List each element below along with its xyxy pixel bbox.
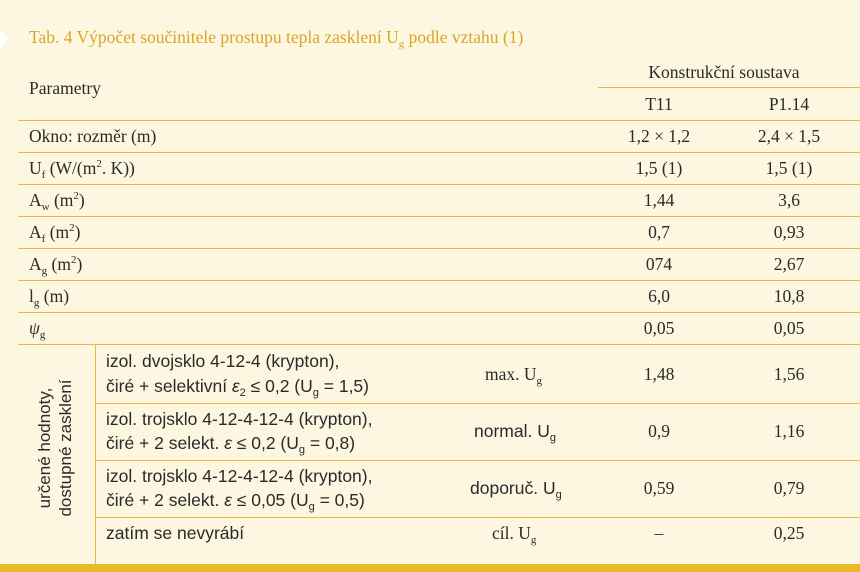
rule-row xyxy=(18,280,860,281)
header-col-t11: T11 xyxy=(645,94,673,114)
row-label-aw: $A_w$ $(m^2)$ xyxy=(29,190,85,213)
rule-row xyxy=(18,152,860,153)
cell-value: – xyxy=(654,523,664,543)
cell-value: 2,4 × 1,5 xyxy=(757,126,821,146)
rule-row xyxy=(18,216,860,217)
rule-row xyxy=(95,460,860,461)
cell-value: 6,0 xyxy=(648,286,670,306)
rule-row xyxy=(18,344,860,345)
cell-value: 10,8 xyxy=(773,286,805,306)
cell-value: 1,56 xyxy=(773,364,805,384)
rule-row xyxy=(95,403,860,404)
cell-value: 0,05 xyxy=(643,318,675,338)
row-label-af: $A_f$ $(m^2)$ xyxy=(29,222,81,245)
cell-value: 2,67 xyxy=(773,254,805,274)
glazing-kind: doporuč. $U_g$ xyxy=(470,478,562,501)
group-label-line1: určené hodnoty, xyxy=(35,387,54,509)
cell-value: 0,9 xyxy=(648,421,670,441)
row-label-uf: $U_f$ ($W/(m^2$. K)) xyxy=(29,158,135,181)
bottom-bar xyxy=(0,564,860,572)
cell-value: 1,5 (1) xyxy=(765,158,813,178)
glazing-kind: max. $U_g$ xyxy=(485,364,543,387)
glazing-kind: normal. $U_g$ xyxy=(474,421,556,444)
cell-value: 0,59 xyxy=(643,478,675,498)
row-label-psi: $\psi_g$ xyxy=(29,318,46,341)
cell-value: 0,05 xyxy=(773,318,805,338)
cell-value: 0,79 xyxy=(773,478,805,498)
header-konstrukcni-soustava: Konstrukční soustava xyxy=(648,62,800,82)
rule-header-sub xyxy=(598,87,860,88)
rule-row xyxy=(18,184,860,185)
cell-value: 0,7 xyxy=(648,222,670,242)
glazing-desc-line1: izol. trojsklo 4-12-4-12-4 (krypton), xyxy=(106,466,373,486)
caption-marker xyxy=(0,30,8,48)
rule-row xyxy=(95,517,860,518)
row-label-okno: Okno: rozměr (m) xyxy=(29,126,157,146)
header-parametry: Parametry xyxy=(29,78,101,98)
glazing-desc-line1: zatím se nevyrábí xyxy=(106,523,245,543)
table-caption: Tab. 4 Výpočet součinitele prostupu tepla zasklení $U_g$ podle vztahu (1) xyxy=(29,27,524,50)
glazing-desc-line2: čiré + 2 selekt. ε ≤ 0,2 $(U_g = 0,8)$ xyxy=(106,433,356,456)
row-label-ag: $A_g$ $(m^2)$ xyxy=(29,254,83,277)
cell-value: 0,93 xyxy=(773,222,805,242)
glazing-desc-line2: čiré + selektivní $\varepsilon_2 \le 0,2$ $(U_g = 1,5)$ xyxy=(106,376,369,399)
header-col-p114: P1.14 xyxy=(768,94,810,114)
row-label-lg: $l_g$ (m) xyxy=(29,286,70,309)
cell-value: 1,2 × 1,2 xyxy=(627,126,691,146)
rule-header xyxy=(18,120,860,121)
cell-value: 1,5 (1) xyxy=(635,158,683,178)
glazing-kind: cíl. $U_g$ xyxy=(492,523,537,546)
cell-value: 1,16 xyxy=(773,421,805,441)
rule-group-divider xyxy=(95,344,96,564)
cell-value: 1,48 xyxy=(643,364,675,384)
glazing-desc-line1: izol. dvojsklo 4-12-4 (krypton), xyxy=(106,351,340,371)
cell-value: 3,6 xyxy=(778,190,800,210)
rule-row xyxy=(18,248,860,249)
cell-value: 0,25 xyxy=(773,523,805,543)
rule-row xyxy=(18,312,860,313)
group-label-line2: dostupné zasklení xyxy=(56,379,75,517)
glazing-desc-line1: izol. trojsklo 4-12-4-12-4 (krypton), xyxy=(106,409,373,429)
cell-value: 1,44 xyxy=(643,190,675,210)
glazing-desc-line2: čiré + 2 selekt. ε ≤ 0,05 $(U_g = 0,5)$ xyxy=(106,490,365,513)
cell-value: 074 xyxy=(645,254,673,274)
